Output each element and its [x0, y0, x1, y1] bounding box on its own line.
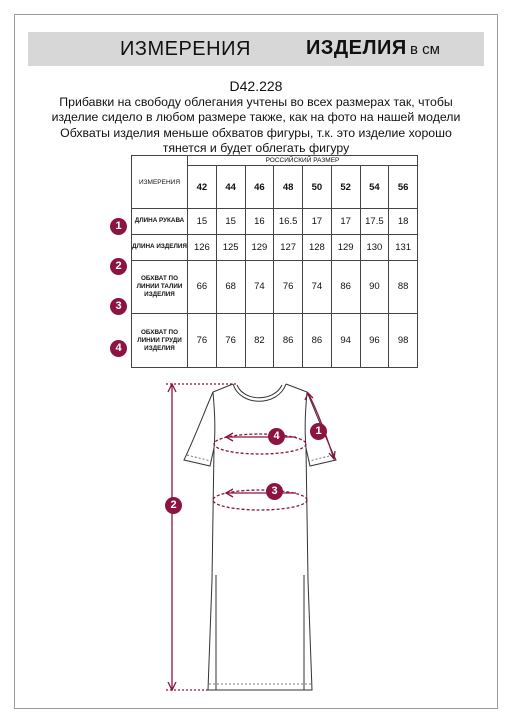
stretch-note-line-2: тянется и будет облегать фигуру: [162, 141, 350, 155]
table-cell: 76: [274, 260, 303, 314]
size-header: 42: [188, 166, 217, 209]
table-cell: 17: [331, 209, 360, 235]
table-cell: 98: [389, 314, 418, 368]
table-cell: 94: [331, 314, 360, 368]
table-cell: 86: [274, 314, 303, 368]
right-sleeve-hem-stitch: [309, 455, 333, 461]
table-cell: 82: [245, 314, 274, 368]
size-header: 46: [245, 166, 274, 209]
table-cell: 129: [331, 234, 360, 260]
product-code: D42.228: [229, 78, 283, 94]
row-label: ДЛИНА РУКАВА: [132, 209, 188, 235]
diagram-marker-2: 2: [165, 497, 182, 514]
table-cell: 18: [389, 209, 418, 235]
table-cell: 68: [216, 260, 245, 314]
row-label: ОБХВАТ ПО ЛИНИИ ГРУДИ ИЗДЕЛИЯ: [132, 314, 188, 368]
neckline-binding: [233, 384, 286, 401]
row-marker-2: 2: [110, 258, 127, 275]
fit-note-line-1: Прибавки на свободу облегания учтены во всех размерах так, чтобы: [59, 95, 453, 109]
diagram-marker-4: 4: [268, 428, 285, 445]
table-cell: 74: [245, 260, 274, 314]
banner-word-garment: ИЗДЕЛИЯ: [306, 37, 407, 59]
row-label: ОБХВАТ ПО ЛИНИИ ТАЛИИ ИЗДЕЛИЯ: [132, 260, 188, 314]
table-cell: 130: [360, 234, 389, 260]
table-cell: 129: [245, 234, 274, 260]
table-cell: 125: [216, 234, 245, 260]
size-header: 56: [389, 166, 418, 209]
left-sleeve-hem-stitch: [187, 455, 211, 461]
row-label: ДЛИНА ИЗДЕЛИЯ: [132, 234, 188, 260]
table-cell: 16.5: [274, 209, 303, 235]
diagram-marker-1: 1: [310, 423, 327, 440]
table-cell: 66: [188, 260, 217, 314]
neckline: [237, 385, 282, 398]
table-cell: 86: [331, 260, 360, 314]
fit-note-line-2: изделие сидело в любом размере также, как на фото на нашей модели: [51, 110, 461, 124]
table-cell: 131: [389, 234, 418, 260]
measure-header: ИЗМЕРЕНИЯ: [132, 156, 188, 209]
table-cell: 76: [216, 314, 245, 368]
banner-word-measurements: ИЗМЕРЕНИЯ: [120, 38, 251, 60]
table-cell: 90: [360, 260, 389, 314]
table-cell: 16: [245, 209, 274, 235]
right-armhole-seam: [305, 392, 307, 448]
table-cell: 74: [303, 260, 332, 314]
table-cell: 76: [188, 314, 217, 368]
table-cell: 128: [303, 234, 332, 260]
stretch-note-line-1: Обхваты изделия меньше обхватов фигуры, т.к. это изделие хорошо: [60, 126, 452, 140]
banner-unit: в см: [410, 41, 440, 58]
left-armhole-seam: [213, 392, 215, 448]
table-cell: 96: [360, 314, 389, 368]
table-cell: 17: [303, 209, 332, 235]
table-cell: 15: [216, 209, 245, 235]
row-marker-1: 1: [110, 218, 127, 235]
diagram-marker-3: 3: [266, 483, 283, 500]
size-group-header: РОССИЙСКИЙ РАЗМЕР: [188, 156, 418, 166]
size-header: 50: [303, 166, 332, 209]
table-cell: 86: [303, 314, 332, 368]
size-header: 54: [360, 166, 389, 209]
table-cell: 17.5: [360, 209, 389, 235]
size-header: 48: [274, 166, 303, 209]
table-cell: 88: [389, 260, 418, 314]
table-cell: 126: [188, 234, 217, 260]
table-cell: 15: [188, 209, 217, 235]
row-marker-4: 4: [110, 340, 127, 357]
row-marker-3: 3: [110, 298, 127, 315]
size-header: 44: [216, 166, 245, 209]
size-header: 52: [331, 166, 360, 209]
table-cell: 127: [274, 234, 303, 260]
